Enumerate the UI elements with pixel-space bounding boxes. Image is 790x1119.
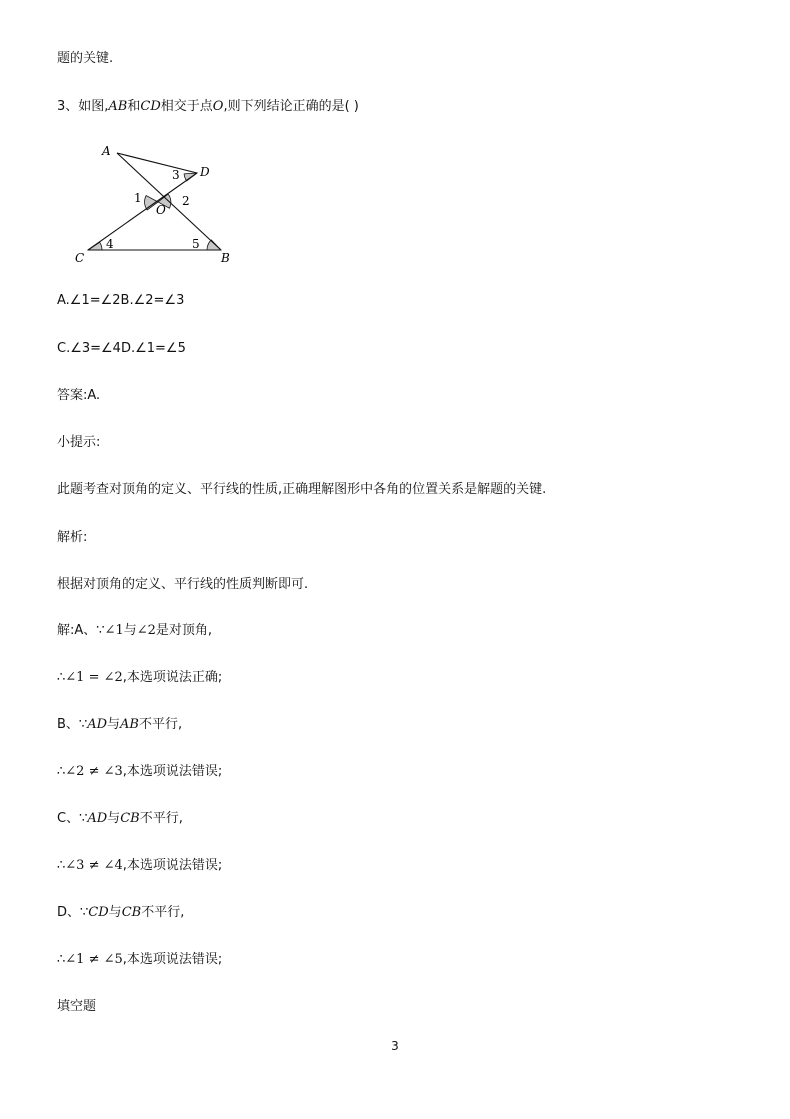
label-angle-1: 1 [134, 191, 142, 205]
hint-title: 小提示: [57, 435, 101, 450]
label-angle-5: 5 [192, 237, 200, 251]
solution-step-3: B、∵AD与AB不平行, [57, 717, 183, 732]
solution-step-2: ∴∠1 = ∠2,本选项说法正确; [57, 670, 223, 685]
option-a-b: A.∠1=∠2B.∠2=∠3 [57, 293, 185, 308]
label-o: O [156, 203, 166, 217]
solution-step-5: C、∵AD与CB不平行, [57, 811, 183, 826]
hint-text: 此题考查对顶角的定义、平行线的性质,正确理解图形中各角的位置关系是解题的关键. [57, 482, 547, 497]
label-angle-4: 4 [106, 237, 114, 251]
label-b: B [221, 251, 230, 265]
geometry-figure [70, 138, 250, 268]
text-line: 题的关键. [57, 51, 114, 66]
solution-step-8: ∴∠1 ≠ ∠5,本选项说法错误; [57, 952, 223, 967]
question-3: 3、如图,AB和CD相交于点O,则下列结论正确的是( ) [57, 99, 359, 114]
label-c: C [75, 251, 85, 265]
label-angle-2: 2 [182, 194, 190, 208]
label-a: A [102, 144, 111, 158]
section-title-fill-in: 填空题 [57, 999, 97, 1014]
option-c-d: C.∠3=∠4D.∠1=∠5 [57, 341, 186, 356]
solution-step-6: ∴∠3 ≠ ∠4,本选项说法错误; [57, 858, 223, 873]
page-number: 3 [391, 1039, 399, 1053]
segment-cd [88, 173, 197, 250]
analysis-title: 解析: [57, 530, 88, 545]
segment-ad [117, 153, 197, 173]
solution-step-1: 解:A、∵∠1与∠2是对顶角, [57, 623, 213, 638]
label-angle-3: 3 [172, 168, 180, 182]
solution-step-4: ∴∠2 ≠ ∠3,本选项说法错误; [57, 764, 223, 779]
analysis-text: 根据对顶角的定义、平行线的性质判断即可. [57, 577, 309, 592]
solution-step-7: D、∵CD与CB不平行, [57, 905, 185, 920]
label-d: D [200, 165, 210, 179]
answer-line: 答案:A. [57, 388, 101, 403]
